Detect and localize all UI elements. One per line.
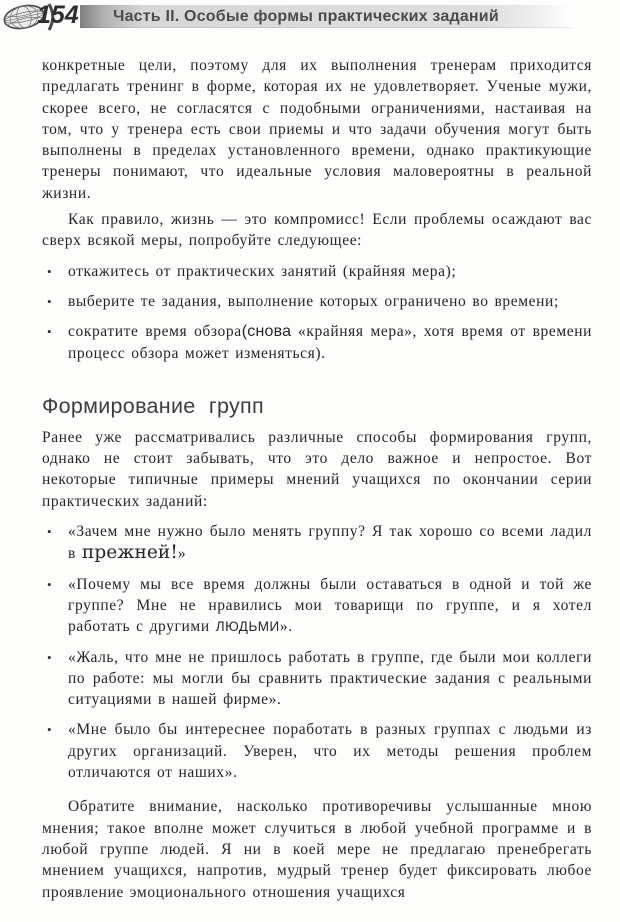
list-item-text-part: «Почему мы все время должны были оставаться в одной и той же группе? Мне не нравились мои товарищи по группе, и я хотел работать с другими [68,575,592,636]
list-item-text [68,521,592,565]
bullet-icon: • [47,576,53,592]
groups-paragraph: Ранее уже рассматривались различные способы формирования групп, однако не стоит забывать, что это дело важное и непростое. Вот некоторые типичные примеры мнений учащихся по окончании серии практических заданий: [42,428,592,510]
section-heading: Формирование групп [42,393,264,418]
list-item-text: откажитесь от практических занятий (крайняя мера); [68,262,457,280]
list-item-text: выберите те задания, выполнение которых ограничено во времени; [68,292,559,310]
bullet-icon: • [47,263,53,279]
list-item-text: «Жаль, что мне не пришлось работать в группе, где были мои коллеги по работе: мы могли бы сравнить практические задания с реальными ситуациями в нашей фирме». [68,648,592,709]
list-item [42,261,592,282]
chapter-title: Часть II. Особые формы практических заданий [113,7,499,25]
compromise-paragraph: Как правило, жизнь — это компромисс! Если проблемы осаждают вас сверх всякой меры, попробуйте следующее: [42,211,592,250]
bullet-icon: • [47,324,53,340]
odd-font-word: прежней! [81,542,178,564]
list-item-text [68,321,592,364]
list-item [42,647,592,711]
odd-font-word: ЛЮДЬМИ [215,619,280,635]
bullet-icon: • [47,524,53,540]
list-item [42,291,592,312]
list-item [42,521,592,565]
list-item-text-part: » [177,545,187,563]
advice-list [42,261,592,364]
opinions-list [42,521,592,783]
list-item-text-part: «Зачем мне нужно было менять группу? Я так хорошо со всеми ладил в [68,523,592,563]
list-item-text [68,574,592,638]
list-item [42,719,592,783]
list-item-text: «Мне было бы интереснее поработать в разных группах с людьми из других организаций. Уверен, что их методы решения проблем отличаются от наших». [68,721,592,782]
list-item-text-part: ». [279,618,293,636]
list-item [42,574,592,638]
closing-paragraph: Обратите внимание, насколько противоречивы услышанные мною мнения; такое вполне может случиться в любой учебной программе и в любой группе людей. Я ни в коей мере не предлагаю пренебрегать мнением учащихся, напротив, мудрый тренер будет фиксировать любое проявление эмоционального отношения учащихся [42,798,592,901]
page-number: 154 [37,1,79,29]
odd-font-word: (снова [241,323,292,341]
bullet-icon: • [47,722,53,738]
bullet-icon: • [47,293,53,309]
bullet-icon: • [47,649,53,665]
list-item-text-part: «крайняя мера», хотя время от времени процесс обзора может изменяться). [68,323,592,362]
list-item [42,321,592,364]
intro-paragraph: конкретные цели, поэтому для их выполнения тренерам приходится предлагать тренинг в форме, которая их не удовлетворяет. Ученые мужи, скорее всего, не согласятся с подобными ограничениями, настаивая на том, что у тренера есть свои приемы и что задачи обучения могут быть выполнены в пределах установленного времени, однако практикующие тренеры понимают, что идеальные условия маловероятны в реальной жизни. [42,57,592,202]
list-item-text-part: сократите время обзора [68,323,242,341]
